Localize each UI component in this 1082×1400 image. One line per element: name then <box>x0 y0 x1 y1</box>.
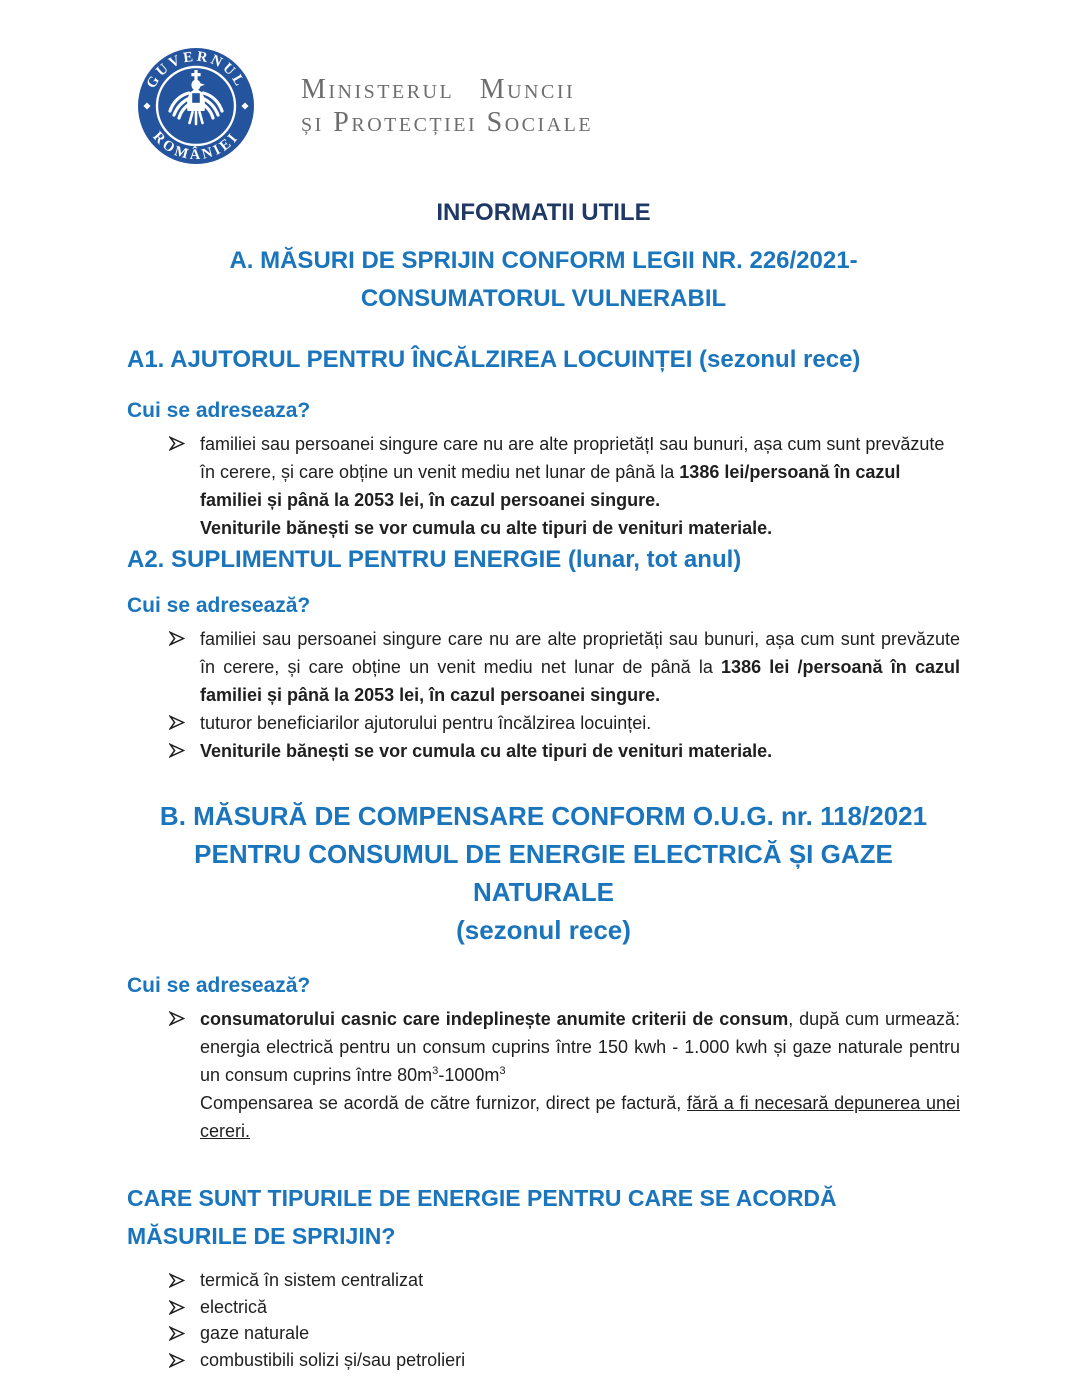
list-item <box>127 737 960 765</box>
cubic-meter-superscript: 3 <box>499 1065 506 1077</box>
section-b-heading-line1: B. MĂSURĂ DE COMPENSARE CONFORM O.U.G. nr. 118/2021 <box>159 801 928 831</box>
ministry-name-line2: și Protecției Sociale <box>301 107 594 139</box>
government-of-romania-logo <box>135 45 257 167</box>
b-bullet-text-regular3: Compensarea se acordă de către furnizor, direct pe factură, <box>200 1093 688 1113</box>
logo-top-text: GUVERNUL <box>143 48 249 92</box>
energy-type-gas: gaze naturale <box>200 1323 310 1343</box>
section-a2-heading: A2. SUPLIMENTUL PENTRU ENERGIE (lunar, tot anul) <box>127 546 742 573</box>
arrow-bullet-icon <box>169 743 185 758</box>
list-item <box>127 430 960 542</box>
a2-audience-label: Cui se adresează? <box>127 594 311 617</box>
page-title: INFORMATII UTILE <box>436 199 651 226</box>
list-item <box>127 1347 960 1374</box>
b-audience-label: Cui se adresează? <box>127 974 311 997</box>
energy-type-electric: electrică <box>200 1296 268 1317</box>
a1-bullet-list <box>127 430 960 542</box>
a1-bullet-text-bold2: Veniturile bănești se vor cumula cu alte tipuri de venituri materiale. <box>200 518 773 538</box>
list-item <box>127 625 960 709</box>
section-b-heading-line2: PENTRU CONSUMUL DE ENERGIE ELECTRICĂ ȘI GAZE NATURALE <box>194 839 893 907</box>
logo-bottom-text: ROMÂNIEI <box>149 128 243 164</box>
arrow-bullet-icon <box>169 1011 185 1026</box>
b-bullet-list <box>127 1005 960 1145</box>
energy-type-thermal: termică în sistem centralizat <box>200 1270 424 1290</box>
section-a-heading <box>127 242 960 318</box>
energy-type-solid-fuel: combustibili solizi și/sau petrolieri <box>200 1349 466 1370</box>
a2-bullet2-text: tuturor beneficiarilor ajutorului pentru încălzirea locuinței. <box>200 713 652 733</box>
energy-types-heading: CARE SUNT TIPURILE DE ENERGIE PENTRU CARE SE ACORDĂ MĂSURILE DE SPRIJIN? <box>127 1185 837 1249</box>
section-a-heading-line1: A. MĂSURI DE SPRIJIN CONFORM LEGII NR. 226/2021- <box>229 247 858 274</box>
cubic-meter-superscript: 3 <box>432 1065 439 1077</box>
section-a-heading-line2: CONSUMATORUL VULNERABIL <box>360 285 727 312</box>
arrow-bullet-icon <box>169 631 185 646</box>
section-b-heading <box>127 797 960 949</box>
arrow-bullet-icon <box>169 1300 185 1315</box>
ministry-name-line1: Ministerul Muncii <box>301 74 576 105</box>
list-item <box>127 1005 960 1145</box>
energy-types-list <box>127 1267 960 1373</box>
arrow-bullet-icon <box>169 1326 185 1341</box>
a1-bullet-text-regular: familiei sau persoanei singure care nu are alte proprietățI sau bunuri, așa cum sunt prevăzute în cerere, și care obține un venit mediu net lunar de până la <box>200 434 945 482</box>
b-bullet-text-regular: , după cum urmează: energia electrică pentru un consum cuprins între 150 kwh - 1.000 kwh și gaze naturale pentru un consum cuprins între 80m <box>200 1009 961 1085</box>
list-item <box>127 709 960 737</box>
section-b-heading-line3: (sezonul rece) <box>456 915 631 945</box>
b-bullet-text-regular2: -1000m <box>438 1065 500 1085</box>
a2-bullet3-text-bold: Veniturile bănești se vor cumula cu alte tipuri de venituri materiale. <box>200 741 773 761</box>
a1-audience-label: Cui se adreseaza? <box>127 399 311 422</box>
arrow-bullet-icon <box>169 436 185 451</box>
section-a1-heading: A1. AJUTORUL PENTRU ÎNCĂLZIREA LOCUINȚEI (sezonul rece) <box>127 346 861 373</box>
b-bullet-text-underlined: fără a fi necesară depunerea unei cereri. <box>200 1093 960 1141</box>
list-item <box>127 1294 960 1321</box>
arrow-bullet-icon <box>169 1353 185 1368</box>
arrow-bullet-icon <box>169 715 185 730</box>
a1-bullet-text-bold: 1386 lei/persoană în cazul familiei și până la 2053 lei, în cazul persoanei singure. <box>200 462 901 510</box>
document-header <box>127 45 960 173</box>
a2-bullet1-text-regular: familiei sau persoanei singure care nu are alte proprietăți sau bunuri, așa cum sunt prevăzute în cerere, și care obține un venit mediu net lunar de până la <box>200 629 960 677</box>
ministry-name <box>301 73 593 139</box>
a2-bullet-list <box>127 625 960 765</box>
a2-bullet1-text-bold: 1386 lei /persoană în cazul familiei și până la 2053 lei, în cazul persoanei singure. <box>200 657 960 705</box>
arrow-bullet-icon <box>169 1273 185 1288</box>
b-bullet-text-bold: consumatorului casnic care indeplinește anumite criterii de consum <box>200 1009 789 1029</box>
list-item <box>127 1267 960 1294</box>
list-item <box>127 1320 960 1347</box>
